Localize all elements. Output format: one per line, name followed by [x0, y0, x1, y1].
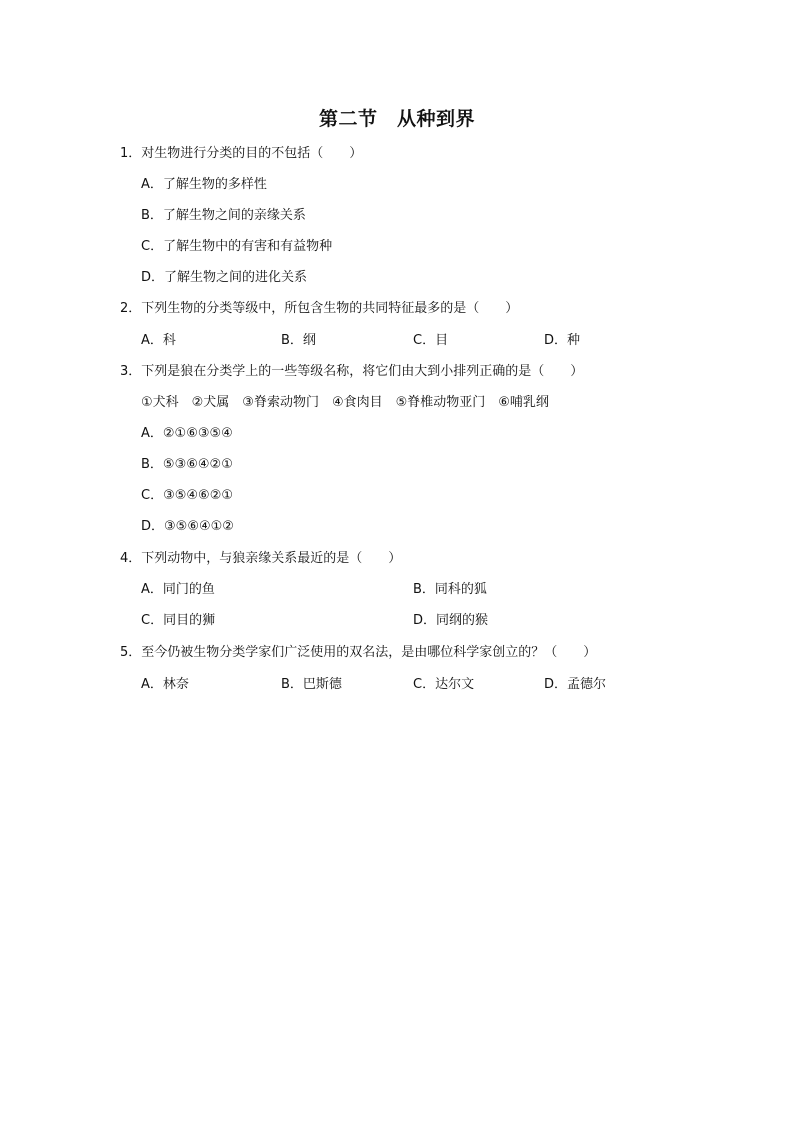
question-3-option-c[interactable]: C．③⑤④⑥②①	[141, 488, 234, 503]
question-1-option-a[interactable]: A．了解生物的多样性	[141, 177, 267, 192]
question-5-option-d[interactable]: D．孟德尔	[544, 677, 607, 692]
question-1-option-c[interactable]: C．了解生物中的有害和有益物种	[141, 239, 333, 254]
question-1-option-b[interactable]: B．了解生物之间的亲缘关系	[141, 208, 306, 223]
question-5-option-a[interactable]: A．林奈	[141, 677, 189, 692]
question-3-rank-list: ①犬科 ②犬属 ③脊索动物门 ④食肉目 ⑤脊椎动物亚门 ⑥哺乳纲	[141, 395, 549, 410]
question-3-option-a[interactable]: A．②①⑥③⑤④	[141, 426, 233, 441]
question-2-option-c[interactable]: C．目	[413, 333, 449, 348]
question-2-option-b[interactable]: B．纲	[281, 333, 316, 348]
question-3-option-b[interactable]: B．⑤③⑥④②①	[141, 457, 233, 472]
question-2-option-a[interactable]: A．科	[141, 333, 176, 348]
question-5-stem: 5．至今仍被生物分类学家们广泛使用的双名法，是由哪位科学家创立的？（ ）	[120, 645, 597, 660]
question-4-option-c[interactable]: C．同目的狮	[141, 613, 216, 628]
question-1-stem: 1．对生物进行分类的目的不包括（ ）	[120, 146, 363, 161]
question-2-option-d[interactable]: D．种	[544, 333, 581, 348]
page-title: 第二节 从种到界	[318, 108, 475, 130]
question-2-stem: 2．下列生物的分类等级中，所包含生物的共同特征最多的是（ ）	[120, 301, 519, 316]
question-5-option-c[interactable]: C．达尔文	[413, 677, 475, 692]
question-4-option-b[interactable]: B．同科的狐	[413, 582, 487, 597]
question-5-option-b[interactable]: B．巴斯德	[281, 677, 342, 692]
question-3-option-d[interactable]: D．③⑤⑥④①②	[141, 519, 234, 534]
question-4-option-d[interactable]: D．同纲的猴	[413, 613, 489, 628]
question-4-stem: 4．下列动物中，与狼亲缘关系最近的是（ ）	[120, 551, 402, 566]
question-1-option-d[interactable]: D．了解生物之间的进化关系	[141, 270, 308, 285]
question-4-option-a[interactable]: A．同门的鱼	[141, 582, 215, 597]
question-3-stem: 3．下列是狼在分类学上的一些等级名称，将它们由大到小排列正确的是（ ）	[120, 364, 584, 379]
